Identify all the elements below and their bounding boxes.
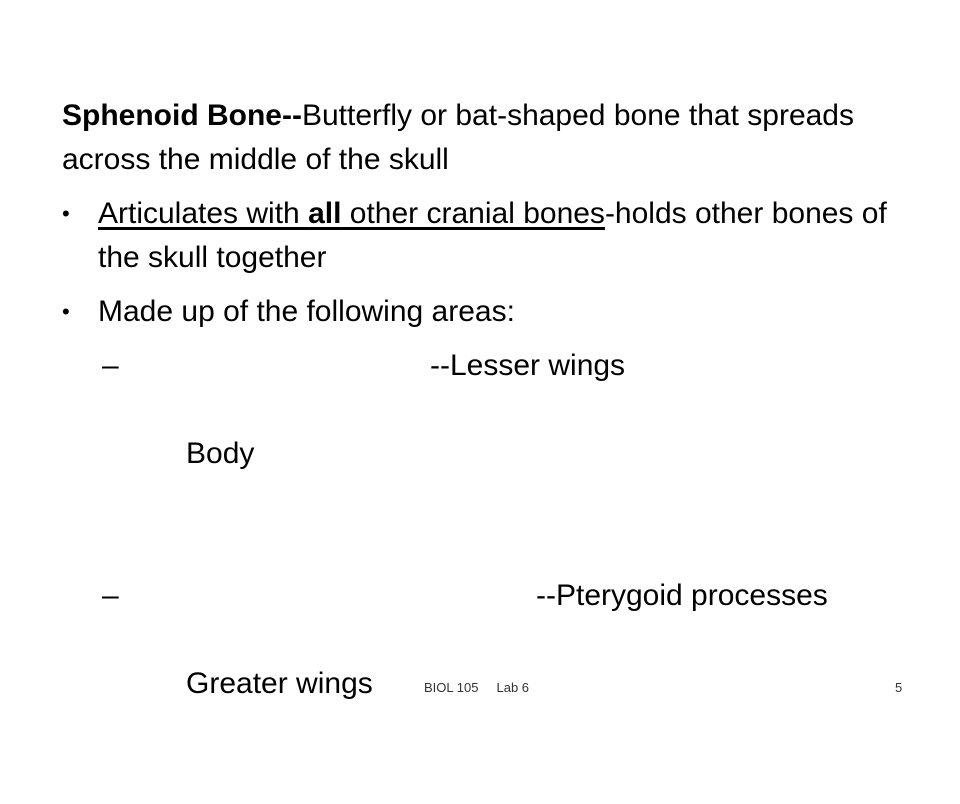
dash-icon: –: [102, 579, 119, 612]
sub-item-lesser-wings: --Lesser wings: [430, 349, 626, 382]
sub-item-row-1: [62, 344, 892, 564]
bullet-articulates: [62, 192, 892, 280]
term-definition: Butterfly or bat-shaped bone that spreads across the middle of the skull: [62, 99, 854, 176]
footer-page-number: 5: [895, 680, 903, 695]
underlined-phrase: [98, 197, 605, 230]
sub-item-pterygoid-processes: --Pterygoid processes: [536, 579, 828, 612]
term-sphenoid-bone: Sphenoid Bone--: [62, 99, 302, 132]
intro-paragraph: [62, 94, 892, 182]
underlined-part-1: Articulates with: [98, 197, 309, 230]
sub-item-greater-wings: Greater wings: [186, 667, 373, 700]
dash-icon: –: [102, 349, 119, 382]
bullet-areas: [62, 290, 892, 334]
sub-item-body: Body: [186, 437, 255, 470]
bullet-rest-text: -holds other bones of the skull together: [98, 197, 887, 274]
bullet-areas-text: Made up of the following areas:: [98, 295, 515, 328]
slide-body: [62, 94, 892, 804]
emphasis-all: all: [308, 197, 342, 230]
underlined-part-2: other cranial bones: [341, 197, 605, 230]
bullet-dot-icon: •: [62, 201, 70, 226]
bullet-list: [62, 192, 892, 334]
footer-course-label: BIOL 105 Lab 6: [424, 680, 530, 695]
bullet-dot-icon: •: [62, 299, 70, 324]
